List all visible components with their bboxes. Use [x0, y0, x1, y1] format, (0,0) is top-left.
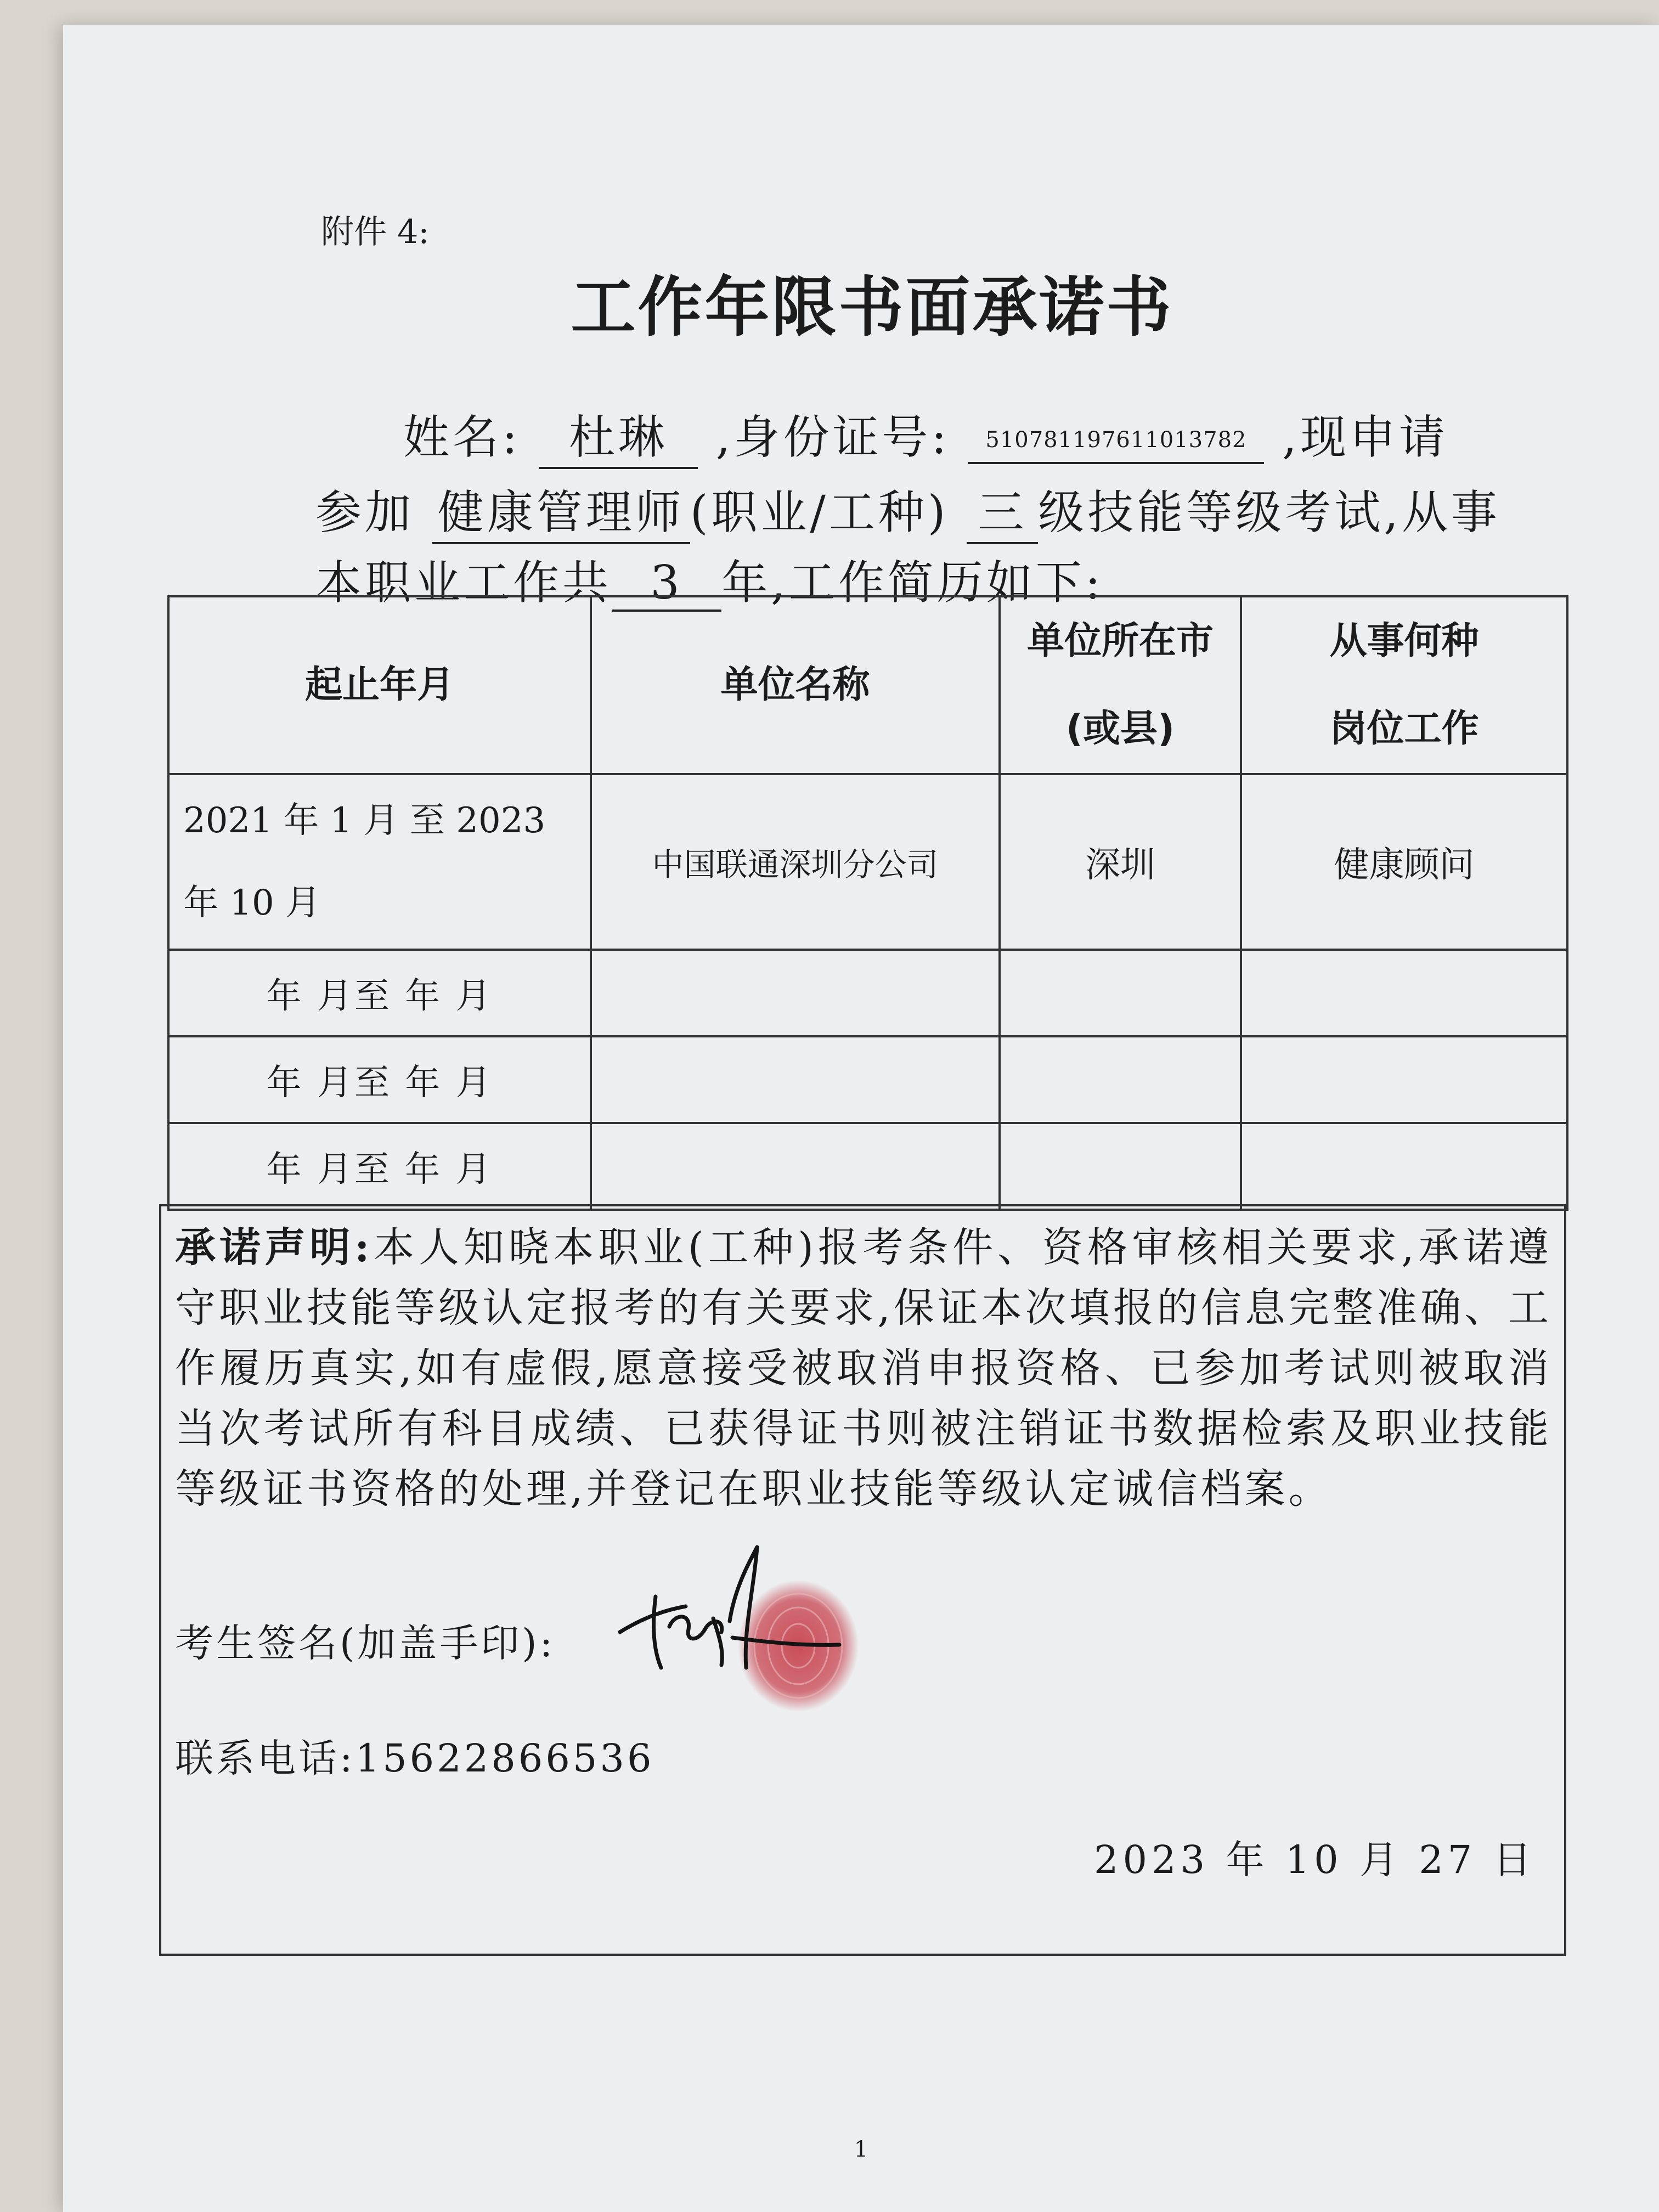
name-field: 杜琳: [539, 400, 698, 469]
applicant-line-2: 参加 健康管理师 (职业/工种) 三 级技能等级考试,从事: [315, 476, 1500, 544]
signature-with-fingerprint: [609, 1536, 883, 1717]
table-header-row: [168, 596, 1567, 774]
header-dates: 起止年月: [168, 596, 591, 774]
cell-company: [591, 950, 1000, 1036]
occupation-field: 健康管理师: [432, 476, 690, 544]
cell-position: [1241, 1123, 1567, 1210]
years-field: 3: [612, 556, 721, 612]
cell-city: 深圳: [1000, 774, 1241, 950]
cell-dates: 年 月至 年 月: [168, 950, 591, 1036]
phone-line: 联系电话:15622866536: [175, 1736, 654, 1781]
cell-position: [1241, 1036, 1567, 1123]
cell-city: [1000, 950, 1241, 1036]
cell-company: [591, 1036, 1000, 1123]
cell-dates: 年 月至 年 月: [168, 1123, 591, 1210]
attachment-label: 附件 4:: [321, 213, 430, 251]
table-row: [168, 1036, 1567, 1123]
header-company: 单位名称: [591, 596, 1000, 774]
cell-city: [1000, 1123, 1241, 1210]
applicant-line-1: 姓名: 杜琳 ,身份证号: 510781197611013782 ,现申请: [403, 400, 1448, 469]
cell-company: [591, 1123, 1000, 1210]
table-row: [168, 1123, 1567, 1210]
sign-date: 2023 年 10 月 27 日: [1094, 1837, 1536, 1882]
header-city: 单位所在市 (或县): [1000, 596, 1241, 774]
id-number-field: 510781197611013782: [968, 418, 1264, 464]
work-history-table: [167, 595, 1568, 1211]
declaration-text: 承诺声明:本人知晓本职业(工种)报考条件、资格审核相关要求,承诺遵守职业技能等级认定报考的有关要求,保证本次填报的信息完整准确、工作履历真实,如有虚假,愿意接受被取消申报资格、已参加考试则被取消当次考试所有科目成绩、已获得证书则被注销证书数据检索及职业技能等级证书资格的处理,并登记在职业技能等级认定诚信档案。: [175, 1224, 1552, 1513]
page-number: 1: [854, 2137, 868, 2162]
signature-label: 考生签名(加盖手印):: [175, 1621, 556, 1666]
cell-dates: 年 月至 年 月: [168, 1036, 591, 1123]
cell-dates: 2021 年 1 月 至 2023 年 10 月: [168, 774, 591, 950]
applicant-line-3: 本职业工作共 3 年,工作简历如下:: [315, 546, 1104, 612]
cell-position: [1241, 950, 1567, 1036]
level-field: 三: [967, 476, 1038, 544]
cell-city: [1000, 1036, 1241, 1123]
document-title: 工作年限书面承诺书: [571, 269, 1173, 345]
table-row: [168, 950, 1567, 1036]
phone-number: 15622866536: [355, 1736, 654, 1781]
header-position: 从事何种 岗位工作: [1241, 596, 1567, 774]
cell-company: 中国联通深圳分公司: [591, 774, 1000, 950]
table-row: [168, 774, 1567, 950]
cell-position: 健康顾问: [1241, 774, 1567, 950]
